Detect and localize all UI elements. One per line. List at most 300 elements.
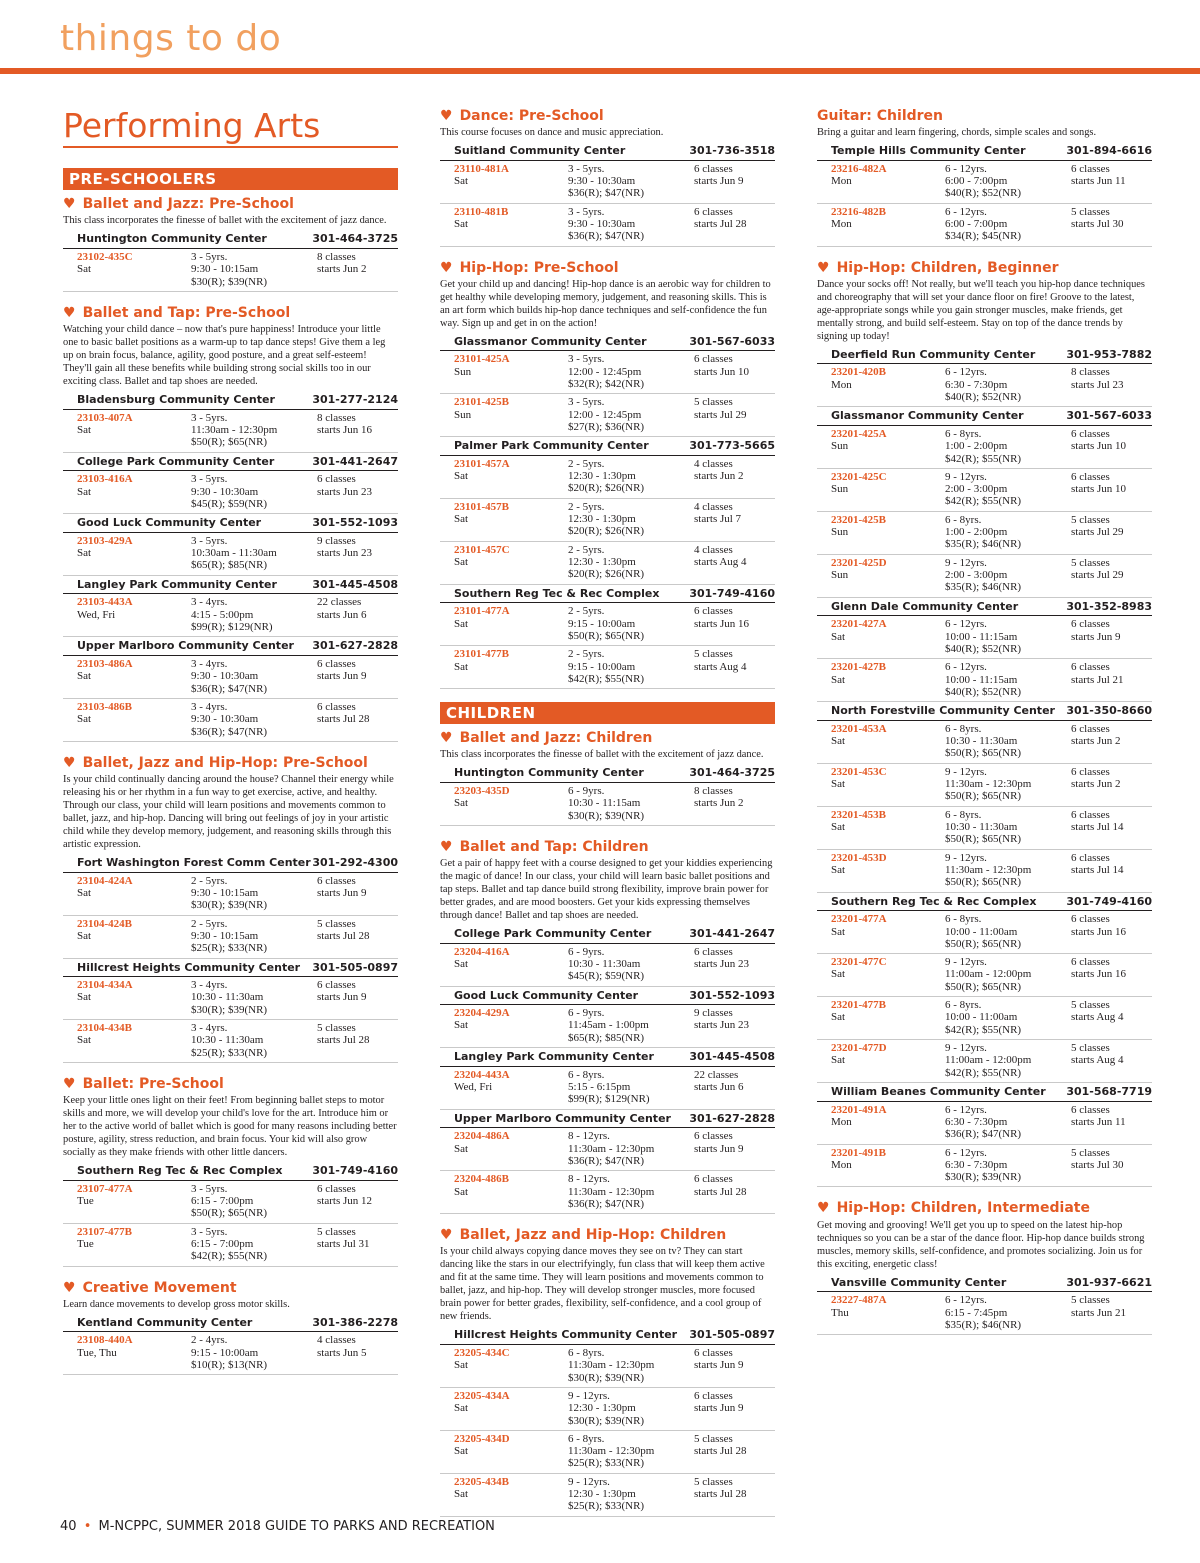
class-count: 8 classes — [1071, 366, 1110, 379]
course-code[interactable]: 23203-435D — [454, 784, 510, 797]
class-row — [440, 783, 775, 826]
course-code[interactable]: 23227-487A — [831, 1294, 887, 1307]
program-title — [817, 1200, 1152, 1216]
course-code[interactable]: 23101-457C — [454, 543, 510, 556]
class-age: 8 - 12yrs. — [568, 1173, 610, 1186]
center-header — [63, 391, 398, 410]
class-schedule-cell — [1071, 428, 1152, 465]
course-code[interactable]: 23107-477A — [77, 1182, 133, 1195]
class-fee: $36(R); $47(NR) — [568, 230, 645, 243]
program-title-text: Ballet and Tap: Children — [459, 838, 649, 855]
center-phone: 301-441-2647 — [312, 454, 398, 468]
class-day: Sat — [831, 735, 846, 748]
class-code-day-cell — [77, 535, 191, 572]
class-fee: $30(R); $39(NR) — [568, 809, 645, 822]
class-schedule-cell — [317, 918, 398, 955]
class-schedule-cell — [694, 785, 775, 822]
program-title-text: Creative Movement — [82, 1279, 237, 1296]
course-code[interactable]: 23205-434C — [454, 1346, 510, 1359]
class-fee: $20(R); $26(NR) — [568, 525, 645, 538]
class-count: 6 classes — [694, 945, 733, 958]
class-age: 2 - 5yrs. — [568, 648, 605, 661]
course-code[interactable]: 23110-481B — [454, 205, 509, 218]
class-age: 6 - 8yrs. — [945, 722, 982, 735]
center-name: College Park Community Center — [77, 454, 275, 468]
class-details-cell — [191, 979, 317, 1016]
course-code[interactable]: 23205-434B — [454, 1475, 509, 1488]
class-code-day-cell — [831, 852, 945, 889]
class-details-cell — [945, 1104, 1071, 1141]
center-header — [440, 1048, 775, 1067]
program-title — [440, 108, 775, 124]
class-age: 6 - 9yrs. — [568, 945, 605, 958]
class-time: 10:00 - 11:00am — [945, 925, 1018, 938]
class-schedule-cell — [694, 396, 775, 433]
course-code[interactable]: 23201-425C — [831, 470, 887, 483]
class-age: 2 - 5yrs. — [191, 917, 228, 930]
class-fee: $42(R); $55(NR) — [945, 495, 1022, 508]
class-code-day-cell — [454, 1390, 568, 1427]
class-time: 9:30 - 10:15am — [191, 886, 259, 899]
class-start: starts Jun 10 — [1071, 440, 1126, 453]
class-code-day-cell — [77, 596, 191, 633]
class-start: starts Jun 2 — [317, 263, 367, 276]
course-code[interactable]: 23201-477A — [831, 913, 887, 926]
class-row — [440, 1388, 775, 1431]
program-title — [63, 1280, 398, 1296]
class-row — [817, 469, 1152, 512]
class-row — [817, 954, 1152, 997]
class-row — [63, 1332, 398, 1375]
class-details-cell — [945, 557, 1071, 594]
class-schedule-cell — [1071, 206, 1152, 243]
class-time: 12:30 - 1:30pm — [568, 1402, 636, 1415]
class-code-day-cell — [77, 412, 191, 449]
center-header — [817, 893, 1152, 912]
class-code-day-cell — [454, 1433, 568, 1470]
class-code-day-cell — [831, 1104, 945, 1141]
course-code[interactable]: 23108-440A — [77, 1334, 133, 1347]
class-start: starts Jul 30 — [1071, 217, 1124, 230]
course-code[interactable]: 23201-425B — [831, 513, 886, 526]
class-day: Sat — [831, 1054, 846, 1067]
class-schedule-cell — [1071, 999, 1152, 1036]
class-schedule-cell — [694, 1173, 775, 1210]
class-start: starts Jun 9 — [317, 670, 367, 683]
class-count: 9 classes — [694, 1007, 733, 1020]
class-code-day-cell — [454, 785, 568, 822]
class-schedule-cell — [317, 251, 398, 288]
course-code[interactable]: 23104-434A — [77, 979, 133, 992]
class-fee: $36(R); $47(NR) — [191, 682, 268, 695]
class-details-cell — [568, 544, 694, 581]
course-code[interactable]: 23201-427B — [831, 661, 886, 674]
class-age: 9 - 12yrs. — [945, 956, 987, 969]
class-schedule-cell — [694, 163, 775, 200]
program-description: Keep your little ones light on their feet! From beginning ballet steps to motor skills and more, we will develop your child's love for the art. Introduce him or her to the active world of ballet which is good for many reasons including better posture, agility, stress reduction, and brain focus. Your kid will also grow socially as they make friends with other little dancers. — [63, 1095, 397, 1159]
class-age: 8 - 12yrs. — [568, 1130, 610, 1143]
class-age: 9 - 12yrs. — [568, 1389, 610, 1402]
class-row — [817, 764, 1152, 807]
class-time: 10:30 - 11:30am — [191, 1034, 264, 1047]
course-code[interactable]: 23201-477C — [831, 956, 887, 969]
class-age: 3 - 5yrs. — [191, 1225, 228, 1238]
class-count: 6 classes — [694, 605, 733, 618]
program-block — [440, 839, 775, 1214]
class-fee: $10(R); $13(NR) — [191, 1358, 268, 1371]
course-code[interactable]: 23201-453B — [831, 808, 886, 821]
class-day: Sat — [454, 1359, 469, 1372]
class-row — [440, 499, 775, 542]
class-code-day-cell — [454, 1130, 568, 1167]
class-day: Sat — [831, 968, 846, 981]
class-schedule-cell — [317, 1183, 398, 1220]
class-details-cell — [945, 471, 1071, 508]
course-code[interactable]: 23101-425B — [454, 396, 509, 409]
course-code[interactable]: 23204-486A — [454, 1130, 510, 1143]
program-title — [817, 260, 1152, 276]
class-day: Mon — [831, 1158, 852, 1171]
class-day: Sun — [831, 440, 849, 453]
class-fee: $40(R); $52(NR) — [945, 642, 1022, 655]
center-header — [440, 1326, 775, 1345]
center-phone: 301-627-2828 — [689, 1111, 775, 1125]
class-row — [63, 249, 398, 292]
program-title-text: Hip-Hop: Pre-School — [459, 259, 619, 276]
class-row — [817, 161, 1152, 204]
program-block — [440, 260, 775, 690]
class-time: 10:00 - 11:00am — [945, 1011, 1018, 1024]
class-time: 6:00 - 7:00pm — [945, 217, 1008, 230]
class-details-cell — [568, 396, 694, 433]
class-details-cell — [945, 1294, 1071, 1331]
class-code-day-cell — [454, 206, 568, 243]
class-schedule-cell — [317, 1226, 398, 1263]
class-count: 5 classes — [1071, 1146, 1110, 1159]
course-code[interactable]: 23103-486B — [77, 700, 132, 713]
class-day: Sat — [77, 1034, 92, 1047]
class-schedule-cell — [1071, 366, 1152, 403]
class-count: 6 classes — [1071, 808, 1110, 821]
class-count: 5 classes — [317, 917, 356, 930]
class-code-day-cell — [831, 1147, 945, 1184]
class-day: Sat — [454, 660, 469, 673]
program-title — [63, 1076, 398, 1092]
course-code[interactable]: 23201-420B — [831, 366, 886, 379]
class-day: Sat — [77, 713, 92, 726]
class-schedule-cell — [1071, 1042, 1152, 1079]
class-start: starts Jul 28 — [317, 713, 370, 726]
class-details-cell — [945, 163, 1071, 200]
course-code[interactable]: 23103-407A — [77, 411, 133, 424]
program-description: Get your child up and dancing! Hip-hop dance is an aerobic way for children to get healthy while developing memory, judgement, and reasoning skills. This is an art form which builds hip-hop dance techniques and self-confidence the fun way. Sign up and get in on the action! — [440, 278, 771, 329]
class-row — [817, 555, 1152, 598]
class-start: starts Aug 4 — [694, 660, 747, 673]
class-details-cell — [191, 1334, 317, 1371]
class-row — [63, 916, 398, 959]
course-code[interactable]: 23204-416A — [454, 945, 510, 958]
course-code[interactable]: 23104-424A — [77, 874, 133, 887]
course-code[interactable]: 23201-453A — [831, 722, 887, 735]
class-fee: $27(R); $36(NR) — [568, 420, 645, 433]
class-age: 3 - 5yrs. — [191, 473, 228, 486]
class-details-cell — [945, 999, 1071, 1036]
course-code[interactable]: 23201-453D — [831, 851, 887, 864]
center-phone: 301-445-4508 — [689, 1050, 775, 1064]
center-phone: 301-505-0897 — [312, 960, 398, 974]
program-title-text: Ballet and Tap: Pre-School — [82, 304, 291, 321]
course-code[interactable]: 23107-477B — [77, 1225, 132, 1238]
heart-icon: ♥ — [63, 754, 76, 771]
category-header: CHILDREN — [440, 702, 775, 724]
center-phone: 301-894-6616 — [1066, 144, 1152, 158]
program-description: Is your child always copying dance moves they see on tv? They can start dancing like the stars in our electrifyingly, fun class that will keep them active and fit at the same time. They will learn positions and movements common to ballet, jazz, and hip-hop. They will develop stronger muscles, more focused brain power for better grades, flexibility, self-confidence, and a cool group of new friends. — [440, 1246, 765, 1323]
class-row — [440, 1128, 775, 1171]
course-code[interactable]: 23204-429A — [454, 1007, 510, 1020]
class-row — [817, 911, 1152, 954]
column-1 — [63, 108, 398, 1388]
class-count: 6 classes — [1071, 427, 1110, 440]
class-day: Sat — [831, 673, 846, 686]
page-footer — [60, 1519, 495, 1534]
class-code-day-cell — [831, 514, 945, 551]
class-schedule-cell — [1071, 723, 1152, 760]
center-phone: 301-277-2124 — [312, 393, 398, 407]
heart-icon: ♥ — [63, 1076, 76, 1093]
class-count: 6 classes — [317, 473, 356, 486]
course-code[interactable]: 23205-434D — [454, 1432, 510, 1445]
course-code[interactable]: 23102-435C — [77, 251, 133, 264]
class-count: 6 classes — [694, 353, 733, 366]
course-code[interactable]: 23110-481A — [454, 162, 509, 175]
footer-text: M-NCPPC, SUMMER 2018 GUIDE TO PARKS AND RECREATION — [98, 1519, 495, 1534]
class-time: 9:30 - 10:30am — [568, 217, 636, 230]
class-code-day-cell — [831, 661, 945, 698]
class-code-day-cell — [831, 956, 945, 993]
class-row — [63, 656, 398, 699]
center-header — [817, 1083, 1152, 1102]
class-age: 9 - 12yrs. — [945, 470, 987, 483]
center-name: Southern Reg Tec & Rec Complex — [77, 1164, 283, 1178]
class-count: 6 classes — [694, 1389, 733, 1402]
class-age: 9 - 12yrs. — [945, 1042, 987, 1055]
center-name: Langley Park Community Center — [77, 577, 277, 591]
class-fee: $35(R); $46(NR) — [945, 1318, 1022, 1331]
course-code[interactable]: 23103-416A — [77, 473, 133, 486]
class-code-day-cell — [454, 1069, 568, 1106]
course-code[interactable]: 23201-425D — [831, 556, 887, 569]
class-fee: $50(R); $65(NR) — [945, 876, 1022, 889]
class-start: starts Jul 14 — [1071, 821, 1124, 834]
class-start: starts Jun 12 — [317, 1195, 372, 1208]
class-details-cell — [568, 1476, 694, 1513]
class-row — [440, 646, 775, 689]
class-details-cell — [945, 1147, 1071, 1184]
class-count: 6 classes — [317, 1182, 356, 1195]
class-start: starts Jul 21 — [1071, 673, 1124, 686]
class-count: 5 classes — [694, 396, 733, 409]
center-header — [440, 142, 775, 161]
class-schedule-cell — [317, 979, 398, 1016]
course-code[interactable]: 23204-443A — [454, 1068, 510, 1081]
class-time: 10:00 - 11:15am — [945, 630, 1018, 643]
center-header — [440, 764, 775, 783]
center-name: Bladensburg Community Center — [77, 393, 275, 407]
course-code[interactable]: 23216-482B — [831, 205, 886, 218]
program-description: Get a pair of happy feet with a course designed to get your kiddies experiencing the magic of dance! In our class, your child will learn basic ballet positions and tap steps. Ballet and tap dance build strong flexibility, improve brain power for better grades, and are mood boosters. Get your kids expressing themselves through dance! Ballet and tap shoes are needed. — [440, 857, 773, 921]
program-block — [63, 305, 398, 742]
class-time: 10:30 - 11:30am — [191, 991, 264, 1004]
class-day: Sun — [454, 408, 472, 421]
course-code[interactable]: 23104-424B — [77, 917, 132, 930]
course-code[interactable]: 23205-434A — [454, 1389, 510, 1402]
class-time: 12:30 - 1:30pm — [568, 513, 636, 526]
class-day: Sat — [77, 547, 92, 560]
course-code[interactable]: 23204-486B — [454, 1173, 509, 1186]
class-row — [63, 873, 398, 916]
class-details-cell — [568, 1347, 694, 1384]
course-code[interactable]: 23101-457A — [454, 457, 510, 470]
heart-icon: ♥ — [63, 196, 76, 213]
class-age: 3 - 4yrs. — [191, 700, 228, 713]
class-start: starts Jun 6 — [317, 608, 367, 621]
course-code[interactable]: 23201-491B — [831, 1146, 886, 1159]
class-time: 6:30 - 7:30pm — [945, 378, 1008, 391]
class-schedule-cell — [694, 501, 775, 538]
class-day: Sat — [831, 925, 846, 938]
center-phone: 301-749-4160 — [689, 586, 775, 600]
class-count: 6 classes — [1071, 913, 1110, 926]
class-code-day-cell — [454, 605, 568, 642]
class-start: starts Jun 9 — [1071, 630, 1121, 643]
class-fee: $40(R); $52(NR) — [945, 187, 1022, 200]
program-title-text: Ballet, Jazz and Hip-Hop: Children — [459, 1227, 727, 1244]
class-time: 11:30am - 12:30pm — [191, 424, 278, 437]
class-day: Sat — [454, 175, 469, 188]
class-time: 9:15 - 10:00am — [568, 617, 636, 630]
class-count: 5 classes — [694, 1475, 733, 1488]
class-code-day-cell — [454, 501, 568, 538]
class-row — [817, 1292, 1152, 1335]
class-schedule-cell — [1071, 766, 1152, 803]
class-age: 6 - 12yrs. — [945, 1103, 987, 1116]
center-phone: 301-773-5665 — [689, 439, 775, 453]
class-code-day-cell — [831, 1294, 945, 1331]
class-fee: $40(R); $52(NR) — [945, 685, 1022, 698]
category-header: PRE-SCHOOLERS — [63, 168, 398, 190]
class-count: 6 classes — [317, 658, 356, 671]
class-day: Sat — [454, 617, 469, 630]
program-title-text: Guitar: Children — [817, 108, 943, 124]
class-code-day-cell — [77, 1226, 191, 1263]
class-time: 6:15 - 7:45pm — [945, 1306, 1008, 1319]
column-3 — [817, 108, 1152, 1348]
center-header — [63, 576, 398, 595]
class-fee: $35(R); $46(NR) — [945, 581, 1022, 594]
course-code[interactable]: 23216-482A — [831, 162, 887, 175]
course-code[interactable]: 23103-443A — [77, 596, 133, 609]
course-code[interactable]: 23101-425A — [454, 353, 510, 366]
center-name: Huntington Community Center — [454, 766, 644, 780]
class-code-day-cell — [77, 875, 191, 912]
section-title: Performing Arts — [63, 108, 398, 148]
class-start: starts Jun 9 — [694, 1142, 744, 1155]
class-time: 12:30 - 1:30pm — [568, 556, 636, 569]
program-title-text: Hip-Hop: Children, Beginner — [836, 259, 1059, 276]
class-age: 3 - 5yrs. — [191, 1182, 228, 1195]
class-fee: $42(R); $55(NR) — [945, 1066, 1022, 1079]
class-start: starts Jul 28 — [694, 1445, 747, 1458]
class-time: 1:00 - 2:00pm — [945, 440, 1008, 453]
course-code[interactable]: 23101-477A — [454, 605, 510, 618]
class-details-cell — [945, 428, 1071, 465]
class-count: 22 classes — [317, 596, 362, 609]
class-day: Sun — [454, 365, 472, 378]
course-code[interactable]: 23103-486A — [77, 658, 133, 671]
class-count: 6 classes — [694, 162, 733, 175]
class-details-cell — [945, 913, 1071, 950]
program-block — [817, 260, 1152, 1188]
course-code[interactable]: 23201-477B — [831, 999, 886, 1012]
class-details-cell — [945, 514, 1071, 551]
class-age: 6 - 12yrs. — [945, 162, 987, 175]
class-age: 2 - 5yrs. — [568, 457, 605, 470]
class-schedule-cell — [1071, 852, 1152, 889]
class-count: 6 classes — [1071, 470, 1110, 483]
course-code[interactable]: 23201-477D — [831, 1042, 887, 1055]
class-details-cell — [191, 701, 317, 738]
center-phone: 301-567-6033 — [1066, 409, 1152, 423]
class-schedule-cell — [1071, 471, 1152, 508]
class-fee: $50(R); $65(NR) — [945, 790, 1022, 803]
program-block — [440, 1227, 775, 1516]
course-code[interactable]: 23201-453C — [831, 765, 887, 778]
course-code[interactable]: 23201-425A — [831, 427, 887, 440]
course-code[interactable]: 23101-457B — [454, 500, 509, 513]
heart-icon: ♥ — [817, 1200, 830, 1217]
class-time: 6:30 - 7:30pm — [945, 1115, 1008, 1128]
center-header — [440, 925, 775, 944]
course-code[interactable]: 23201-427A — [831, 618, 887, 631]
class-count: 8 classes — [694, 784, 733, 797]
program-title-text: Ballet, Jazz and Hip-Hop: Pre-School — [82, 754, 368, 771]
class-time: 9:30 - 10:30am — [191, 670, 259, 683]
class-start: starts Jun 2 — [694, 470, 744, 483]
class-count: 6 classes — [694, 205, 733, 218]
class-fee: $30(R); $39(NR) — [568, 1371, 645, 1384]
class-age: 6 - 8yrs. — [945, 913, 982, 926]
class-code-day-cell — [831, 723, 945, 760]
course-code[interactable]: 23103-429A — [77, 534, 133, 547]
class-schedule-cell — [317, 535, 398, 572]
class-start: starts Jun 2 — [694, 797, 744, 810]
class-count: 5 classes — [694, 648, 733, 661]
heart-icon: ♥ — [440, 1227, 453, 1244]
class-code-day-cell — [77, 1183, 191, 1220]
class-count: 6 classes — [317, 874, 356, 887]
class-schedule-cell — [694, 1007, 775, 1044]
course-code[interactable]: 23104-434B — [77, 1022, 132, 1035]
course-code[interactable]: 23201-491A — [831, 1103, 887, 1116]
class-fee: $34(R); $45(NR) — [945, 230, 1022, 243]
class-fee: $50(R); $65(NR) — [191, 436, 268, 449]
center-header — [817, 407, 1152, 426]
center-name: Suitland Community Center — [454, 144, 626, 158]
class-day: Sat — [454, 1142, 469, 1155]
course-code[interactable]: 23101-477B — [454, 648, 509, 661]
class-time: 9:15 - 10:00am — [568, 660, 636, 673]
class-count: 4 classes — [317, 1334, 356, 1347]
